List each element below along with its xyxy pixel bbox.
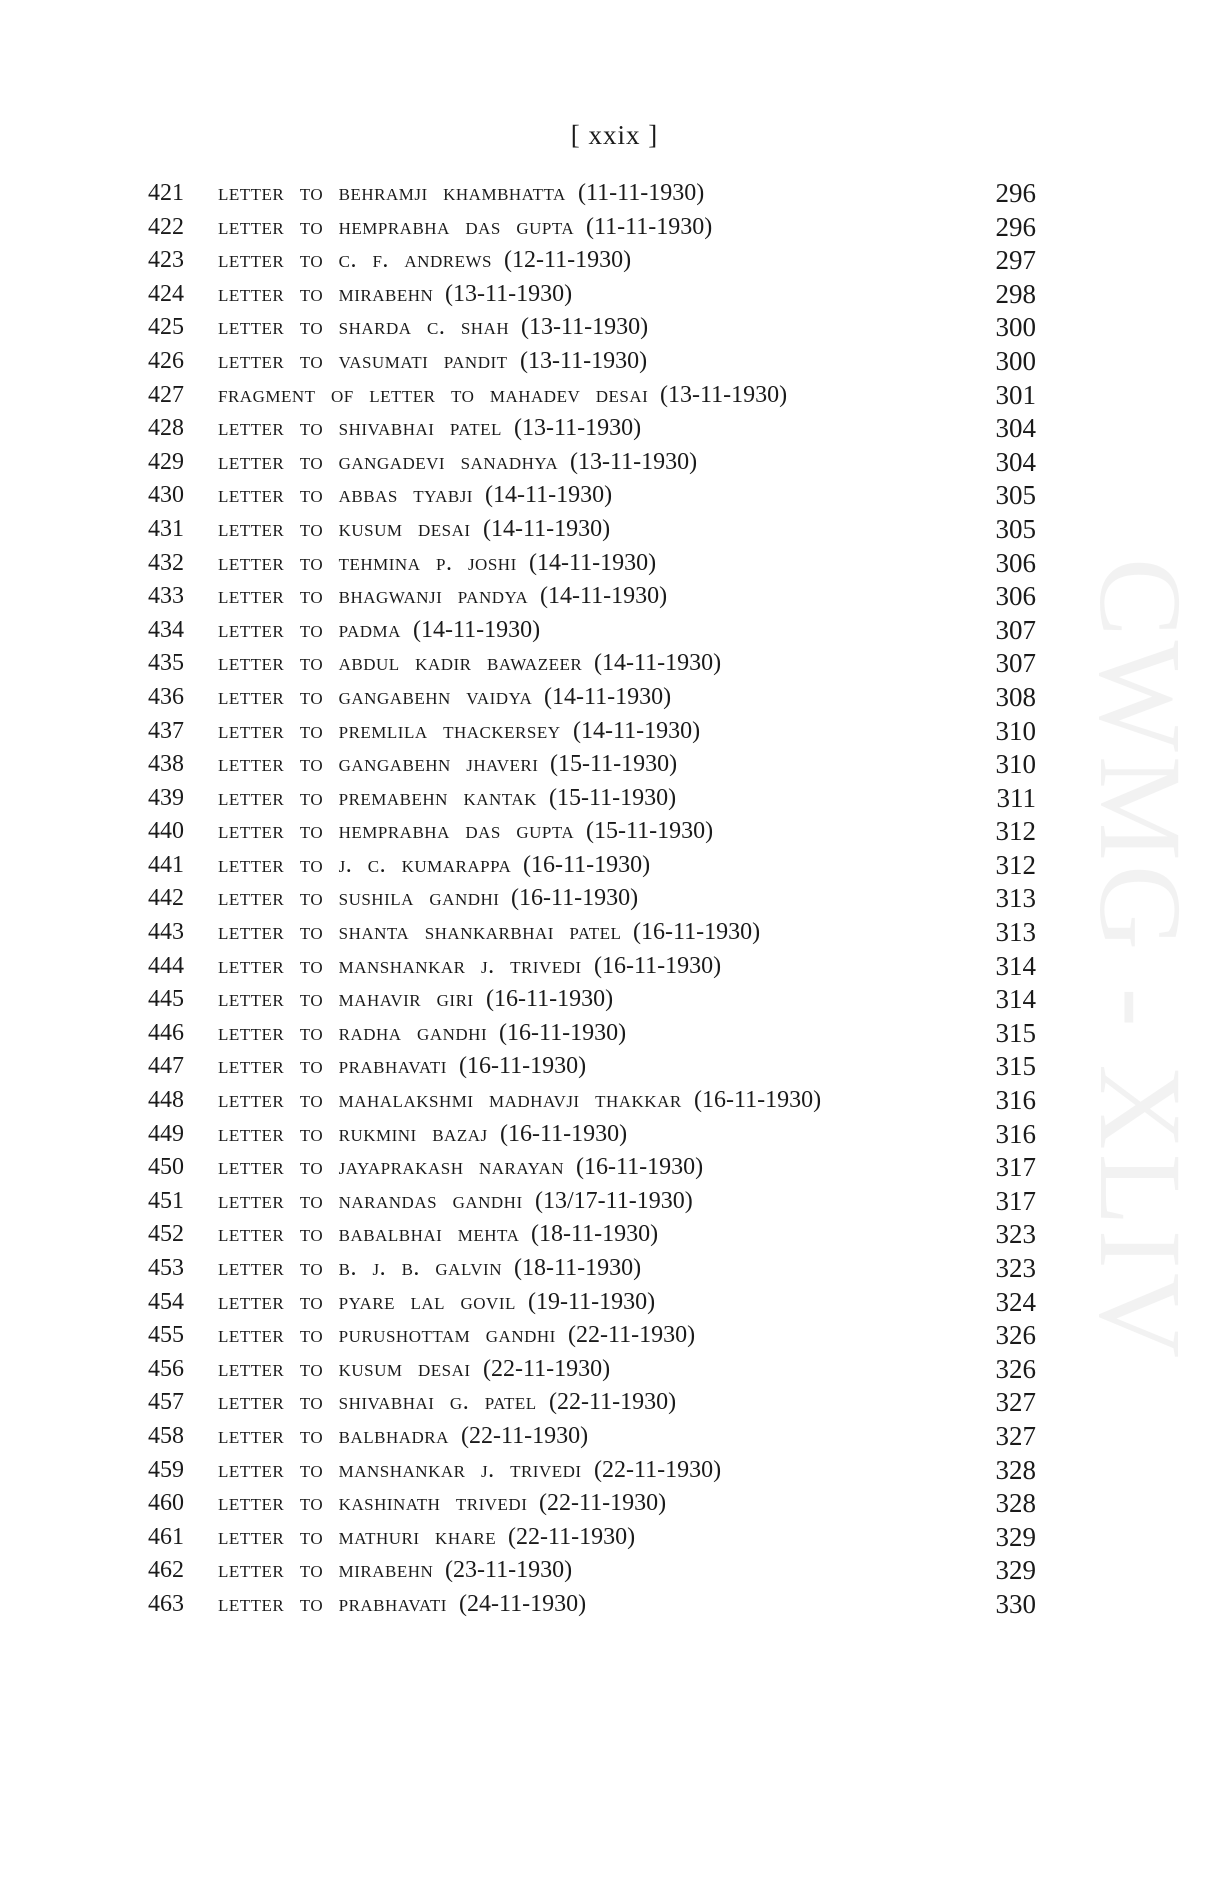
entry-title: letter to narandas gandhi: [218, 1187, 523, 1214]
entry-title: letter to vasumati pandit: [218, 347, 508, 374]
entry-title: letter to mathuri khare: [218, 1523, 497, 1550]
entry-title: letter to pyare lal govil: [218, 1288, 516, 1315]
entry-title: letter to bhagwanji pandya: [218, 583, 529, 610]
entry-page: 329: [995, 1521, 1036, 1552]
entry-page: 330: [995, 1588, 1036, 1619]
table-of-contents: [0, 177, 1229, 1622]
entry-date: (16-11-1930): [594, 952, 722, 979]
entry-date: (16-11-1930): [633, 919, 761, 946]
entry-number: 431: [148, 515, 184, 542]
entry-date: (14-11-1930): [529, 549, 657, 576]
entry-title: letter to gangadevi sanadhya: [218, 448, 559, 475]
entry-number: 450: [148, 1154, 184, 1181]
entry-number: 421: [148, 180, 184, 206]
toc-entry: [0, 849, 1229, 883]
entry-title: letter to b. j. b. galvin: [218, 1255, 502, 1281]
entry-page: 314: [995, 984, 1036, 1015]
entry-page: 329: [995, 1555, 1036, 1586]
entry-date: (16-11-1930): [576, 1154, 704, 1181]
watermark-text: CWMG - XLIV: [1075, 557, 1206, 1363]
entry-date: (13-11-1930): [520, 347, 648, 374]
toc-entry: [0, 1588, 1229, 1622]
entry-number: 445: [148, 986, 184, 1013]
entry-number: 457: [148, 1389, 184, 1416]
toc-entry: [0, 1286, 1229, 1320]
toc-entry: [0, 211, 1229, 245]
toc-entry: [0, 446, 1229, 480]
entry-title: letter to behramji khambhatta: [218, 180, 566, 206]
entry-number: 436: [148, 683, 184, 710]
entry-date: (16-11-1930): [500, 1120, 628, 1147]
entry-number: 423: [148, 247, 184, 274]
entry-title: letter to abbas tyabji: [218, 482, 473, 509]
entry-title: letter to j. c. kumarappa: [218, 851, 512, 878]
toc-entry: [0, 748, 1229, 782]
toc-entry: [0, 1487, 1229, 1521]
entry-page: 304: [995, 413, 1036, 444]
entry-number: 449: [148, 1120, 184, 1147]
entry-page: 305: [995, 480, 1036, 511]
entry-number: 443: [148, 919, 184, 946]
entry-title: fragment of letter to mahadev desai: [218, 381, 649, 408]
toc-entry: [0, 950, 1229, 984]
entry-date: (22-11-1930): [539, 1490, 667, 1517]
entry-number: 454: [148, 1288, 184, 1315]
entry-page: 301: [995, 379, 1036, 410]
entry-date: (15-11-1930): [549, 784, 677, 811]
entry-date: (22-11-1930): [549, 1389, 677, 1416]
entry-date: (22-11-1930): [508, 1523, 636, 1550]
entry-page: 314: [995, 950, 1036, 981]
entry-number: 424: [148, 280, 184, 307]
entry-page: 311: [996, 782, 1036, 813]
entry-number: 458: [148, 1422, 184, 1449]
entry-date: (14-11-1930): [573, 717, 701, 744]
entry-date: (11-11-1930): [586, 213, 713, 240]
toc-entry: [0, 882, 1229, 916]
entry-number: 456: [148, 1355, 184, 1382]
entry-page: 306: [995, 547, 1036, 578]
entry-date: (15-11-1930): [550, 751, 678, 778]
entry-number: 433: [148, 583, 184, 610]
entry-date: (13-11-1930): [521, 314, 649, 341]
toc-entry: [0, 614, 1229, 648]
entry-title: letter to hemprabha das gupta: [218, 818, 575, 845]
entry-number: 422: [148, 213, 184, 240]
entry-date: (13-11-1930): [445, 280, 573, 307]
entry-number: 451: [148, 1187, 184, 1214]
toc-entry: [0, 782, 1229, 816]
entry-date: (11-11-1930): [578, 180, 705, 206]
entry-title: letter to prabhavati: [218, 1590, 447, 1617]
entry-number: 441: [148, 851, 184, 878]
entry-date: (16-11-1930): [511, 885, 639, 912]
entry-page: 300: [995, 312, 1036, 343]
toc-entry: [0, 1353, 1229, 1387]
entry-number: 438: [148, 751, 184, 778]
entry-number: 460: [148, 1490, 184, 1517]
entry-title: letter to radha gandhi: [218, 1019, 488, 1046]
toc-entry: [0, 1151, 1229, 1185]
entry-page: 312: [995, 816, 1036, 847]
entry-title: letter to kusum desai: [218, 515, 471, 542]
entry-page: 304: [995, 446, 1036, 477]
entry-number: 447: [148, 1053, 184, 1080]
entry-title: letter to premlila thackersey: [218, 717, 561, 744]
entry-title: letter to manshankar j. trivedi: [218, 952, 582, 979]
entry-title: letter to balbhadra: [218, 1422, 449, 1449]
entry-title: letter to prabhavati: [218, 1053, 447, 1080]
toc-entry: [0, 580, 1229, 614]
toc-entry: [0, 1185, 1229, 1219]
entry-page: 296: [995, 211, 1036, 242]
entry-page: 327: [995, 1387, 1036, 1418]
entry-page: 326: [995, 1320, 1036, 1351]
entry-page: 326: [995, 1353, 1036, 1384]
toc-entry: [0, 1050, 1229, 1084]
entry-date: (16-11-1930): [459, 1053, 587, 1080]
entry-number: 455: [148, 1322, 184, 1349]
entry-title: letter to tehmina p. joshi: [218, 549, 517, 576]
entry-title: letter to shanta shankarbhai patel: [218, 919, 622, 946]
entry-title: letter to shivabhai patel: [218, 415, 502, 442]
entry-page: 310: [995, 715, 1036, 746]
entry-number: 430: [148, 482, 184, 509]
entry-title: letter to jayaprakash narayan: [218, 1154, 565, 1181]
entry-date: (14-11-1930): [483, 515, 611, 542]
entry-number: 439: [148, 784, 184, 811]
entry-page: 312: [995, 849, 1036, 880]
entry-date: (15-11-1930): [586, 818, 714, 845]
entry-page: 305: [995, 513, 1036, 544]
toc-entry: [0, 1252, 1229, 1286]
entry-page: 313: [995, 883, 1036, 914]
entry-date: (14-11-1930): [544, 683, 672, 710]
entry-date: (16-11-1930): [523, 851, 651, 878]
entry-number: 425: [148, 314, 184, 341]
toc-entry: [0, 715, 1229, 749]
toc-entry: [0, 278, 1229, 312]
toc-entry: [0, 1017, 1229, 1051]
toc-entry: [0, 1420, 1229, 1454]
entry-page: 323: [995, 1219, 1036, 1250]
toc-entry: [0, 916, 1229, 950]
toc-entry: [0, 177, 1229, 211]
entry-title: letter to babalbhai mehta: [218, 1221, 520, 1248]
entry-title: letter to sharda c. shah: [218, 314, 510, 341]
entry-page: 316: [995, 1085, 1036, 1116]
entry-title: letter to mirabehn: [218, 1557, 434, 1584]
entry-title: letter to gangabehn jhaveri: [218, 751, 539, 778]
page-number: [ xxix ]: [570, 120, 659, 150]
toc-entry: [0, 1454, 1229, 1488]
entry-title: letter to gangabehn vaidya: [218, 683, 533, 710]
entry-title: letter to kusum desai: [218, 1355, 471, 1382]
toc-entry: [0, 379, 1229, 413]
entry-page: 310: [995, 749, 1036, 780]
toc-entry: [0, 1319, 1229, 1353]
entry-date: (22-11-1930): [461, 1422, 589, 1449]
entry-date: (22-11-1930): [483, 1355, 611, 1382]
entry-title: letter to premabehn kantak: [218, 784, 537, 811]
toc-entry: [0, 1118, 1229, 1152]
entry-title: letter to rukmini bazaj: [218, 1120, 488, 1147]
entry-date: (19-11-1930): [528, 1288, 656, 1315]
entry-page: 307: [995, 614, 1036, 645]
entry-title: letter to mirabehn: [218, 280, 434, 307]
entry-page: 296: [995, 178, 1036, 208]
toc-entry: [0, 983, 1229, 1017]
entry-number: 435: [148, 650, 184, 677]
entry-page: 313: [995, 917, 1036, 948]
entry-number: 446: [148, 1019, 184, 1046]
entry-number: 452: [148, 1221, 184, 1248]
entry-page: 328: [995, 1454, 1036, 1485]
entry-number: 442: [148, 885, 184, 912]
entry-date: (12-11-1930): [504, 247, 632, 274]
toc-entry: [0, 647, 1229, 681]
toc-entry: [0, 412, 1229, 446]
entry-title: letter to mahalakshmi madhavji thakkar: [218, 1087, 682, 1114]
entry-date: (14-11-1930): [540, 583, 668, 610]
entry-date: (18-11-1930): [514, 1255, 642, 1281]
toc-entry: [0, 345, 1229, 379]
toc-entry: [0, 244, 1229, 278]
entry-date: (14-11-1930): [485, 482, 613, 509]
entry-number: 426: [148, 347, 184, 374]
entry-title: letter to sushila gandhi: [218, 885, 500, 912]
entry-date: (18-11-1930): [531, 1221, 659, 1248]
entry-title: letter to c. f. andrews: [218, 247, 492, 274]
entry-date: (13-11-1930): [660, 381, 788, 408]
entry-number: 453: [148, 1255, 184, 1281]
entry-title: letter to purushottam gandhi: [218, 1322, 556, 1349]
entry-title: letter to shivabhai g. patel: [218, 1389, 537, 1416]
toc-entry: [0, 1084, 1229, 1118]
entry-title: letter to kashinath trivedi: [218, 1490, 528, 1517]
entry-page: 316: [995, 1118, 1036, 1149]
entry-date: (22-11-1930): [594, 1456, 722, 1483]
entry-title: letter to padma: [218, 616, 401, 643]
entry-page: 317: [995, 1185, 1036, 1216]
entry-title: letter to manshankar j. trivedi: [218, 1456, 582, 1483]
toc-entry: [0, 547, 1229, 581]
entry-page: 328: [995, 1488, 1036, 1519]
entry-page: 297: [995, 245, 1036, 276]
entry-number: 444: [148, 952, 184, 979]
entry-number: 428: [148, 415, 184, 442]
entry-date: (22-11-1930): [568, 1322, 696, 1349]
entry-date: (14-11-1930): [413, 616, 541, 643]
entry-number: 448: [148, 1087, 184, 1114]
toc-entry: [0, 479, 1229, 513]
entry-number: 462: [148, 1557, 184, 1584]
entry-date: (23-11-1930): [445, 1557, 573, 1584]
entry-page: 307: [995, 648, 1036, 679]
entry-title: letter to hemprabha das gupta: [218, 213, 575, 240]
entry-page: 317: [995, 1152, 1036, 1183]
toc-entry: [0, 311, 1229, 345]
entry-date: (16-11-1930): [499, 1019, 627, 1046]
entry-number: 459: [148, 1456, 184, 1483]
entry-date: (13/17-11-1930): [535, 1187, 693, 1214]
toc-entry: [0, 1386, 1229, 1420]
entry-page: 298: [995, 278, 1036, 309]
entry-page: 315: [995, 1017, 1036, 1048]
toc-entry: [0, 1218, 1229, 1252]
entry-number: 440: [148, 818, 184, 845]
entry-page: 300: [995, 345, 1036, 376]
toc-entry: [0, 1521, 1229, 1555]
entry-date: (13-11-1930): [570, 448, 698, 475]
entry-page: 306: [995, 581, 1036, 612]
entry-date: (16-11-1930): [486, 986, 614, 1013]
entry-number: 461: [148, 1523, 184, 1550]
entry-number: 434: [148, 616, 184, 643]
entry-page: 324: [995, 1286, 1036, 1317]
entry-number: 432: [148, 549, 184, 576]
entry-date: (14-11-1930): [594, 650, 722, 677]
toc-entry: [0, 681, 1229, 715]
entry-page: 308: [995, 681, 1036, 712]
toc-entry: [0, 513, 1229, 547]
entry-number: 427: [148, 381, 184, 408]
toc-entry: [0, 1554, 1229, 1588]
entry-title: letter to abdul kadir bawazeer: [218, 650, 583, 677]
entry-date: (24-11-1930): [459, 1590, 587, 1617]
entry-number: 437: [148, 717, 184, 744]
entry-page: 327: [995, 1420, 1036, 1451]
entry-page: 315: [995, 1051, 1036, 1082]
entry-title: letter to mahavir giri: [218, 986, 474, 1013]
toc-entry: [0, 815, 1229, 849]
entry-number: 463: [148, 1590, 184, 1617]
entry-date: (13-11-1930): [514, 415, 642, 442]
entry-number: 429: [148, 448, 184, 475]
entry-page: 323: [995, 1253, 1036, 1283]
entry-date: (16-11-1930): [694, 1087, 822, 1114]
